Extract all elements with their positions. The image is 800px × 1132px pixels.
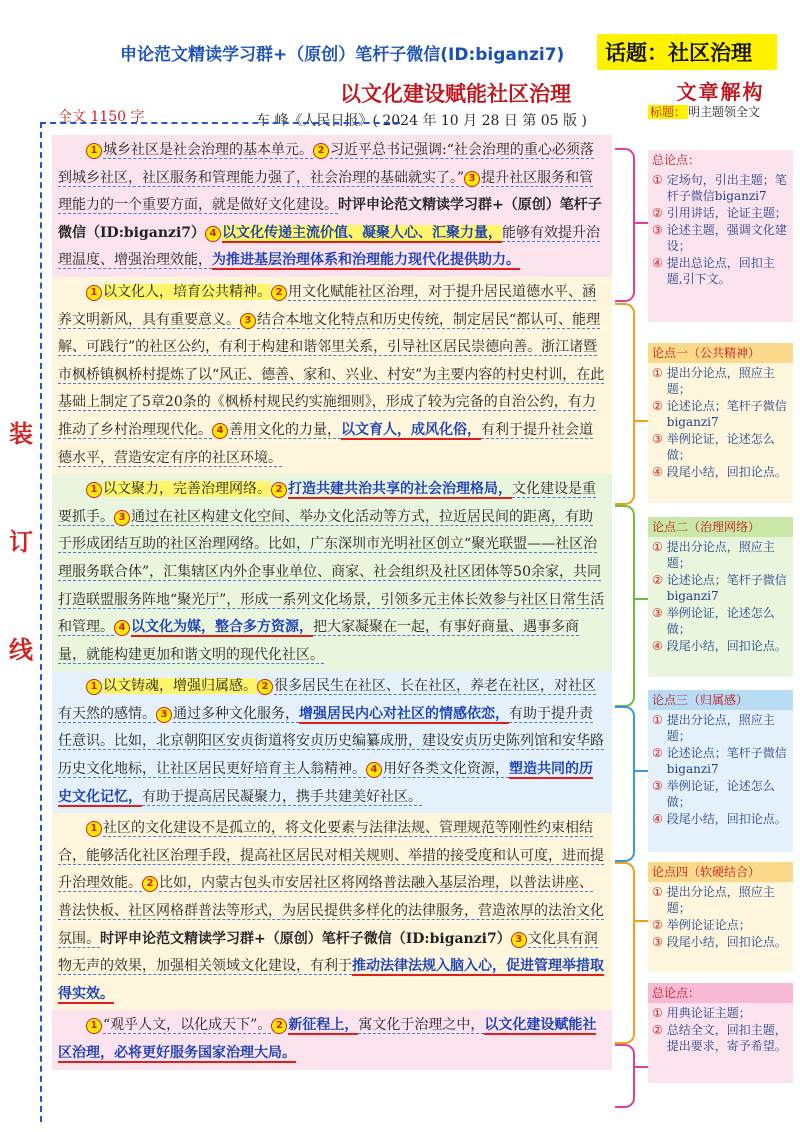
paragraph-conclusion (52, 1010, 612, 1069)
connector-point-2 (633, 598, 648, 600)
sentence: 有利于提升社会道德水平，营造安定有序的社区环境。 (58, 421, 593, 466)
ad-text: 时评申论范文精读学习群+（原创）笔杆子微信（ID:biganzi7） (58, 197, 602, 241)
analysis-item (652, 172, 789, 204)
num-badge: 1 (86, 1018, 102, 1034)
binding-char: 订 (9, 528, 33, 556)
point-title: 以文聚力，完善治理网络。 (103, 481, 271, 498)
item-text: 提出总论点，回扣主题,引下文。 (666, 256, 775, 286)
paragraph-point-4 (52, 813, 612, 1010)
binding-char: 线 (9, 636, 33, 664)
highlight: 增强居民内心对社区的情感依恋， (299, 705, 509, 722)
item-text: 论述论点；笔杆子微信 biganzi7 (666, 746, 787, 776)
paragraph-point-2 (52, 474, 612, 671)
sentence: 城乡社区是社会治理的基本单元。 (103, 142, 313, 158)
sentence: 习近平总书记强调:“社会治理的重心必须落到城乡社区，社区服务和管理能力强了，社会治理的基础就实了。” (58, 142, 594, 186)
bracket-point-4 (615, 862, 635, 1044)
item-number: ④ (652, 465, 663, 479)
sentence: 社区的文化建设不是孤立的，将文化要素与法律法规、管理规范等刚性约束相结合，能够活化社区治理手段，提高社区居民对相关规则、举措的接受度和认可度，进而提升治理效能。 (58, 820, 604, 892)
box-heading: 论点二（治理网络） (648, 517, 793, 537)
structure-sidebar (648, 80, 793, 120)
num-badge: 2 (271, 285, 287, 301)
item-text: 举例论证，论述怎么做； (666, 432, 775, 462)
analysis-item (652, 464, 789, 480)
item-text: 举例论证，论述怎么做； (666, 606, 775, 636)
sentence: 文化建设是重要抓手。 (58, 481, 596, 525)
analysis-item (652, 539, 789, 571)
num-badge: 4 (205, 226, 221, 242)
num-badge: 3 (156, 707, 172, 723)
sentence: 很多居民生在社区、长在社区，养老在社区，对社区有天然的感情。 (58, 678, 596, 722)
connector-point-1 (633, 420, 648, 422)
num-badge: 1 (86, 285, 102, 301)
bracket-intro (615, 148, 635, 302)
sentence: “观乎人文，以化成天下”。 (103, 1017, 272, 1034)
analysis-box-point-2 (648, 517, 793, 677)
highlight: 以文育人，成风化俗， (341, 421, 481, 438)
sentence: 用好各类文化资源， (383, 761, 509, 778)
paragraph-point-3 (52, 671, 612, 813)
num-badge: 1 (86, 482, 102, 498)
item-text: 段尾小结，回扣论点。 (666, 465, 787, 479)
analysis-item (652, 712, 789, 744)
item-text: 提出分论点，照应主题； (666, 885, 775, 915)
item-text: 举例论证论点； (666, 918, 751, 932)
analysis-item (652, 1005, 789, 1021)
item-number: ② (652, 399, 663, 413)
num-badge: 1 (86, 679, 102, 695)
connector-point-3 (633, 770, 648, 772)
byline: 车 峰《人民日报》( 2024 年 10 月 28 日 第 05 版 ) (256, 113, 587, 129)
sentence: 能够有效提升治理温度、增强治理效能， (58, 224, 601, 269)
connector-point-4 (633, 920, 648, 922)
item-number: ② (652, 918, 663, 932)
highlight: 推动法律法规入脑入心，促进管理举措取得实效。 (58, 958, 604, 1002)
item-number: ③ (652, 606, 663, 620)
sentence: 提升社区服务和管理能力的一个重要方面，就是做好文化建设。 (58, 169, 594, 214)
binding-label (6, 380, 36, 704)
highlight: 塑造共同的历史文化记忆， (58, 761, 593, 805)
article-body (52, 135, 612, 1070)
item-number: ① (652, 885, 663, 899)
num-badge: 3 (464, 171, 480, 187)
item-number: ④ (652, 812, 663, 826)
highlight: 打造共建共治共享的社会治理格局， (288, 481, 512, 498)
box-heading: 论点三（归属感） (648, 690, 793, 710)
analysis-box-intro (648, 150, 793, 322)
box-heading: 总论点： (648, 150, 793, 170)
num-badge: 1 (86, 143, 102, 159)
num-badge: 2 (313, 143, 329, 159)
num-badge: 2 (142, 876, 158, 892)
sentence: 寓文化于治理之中， (358, 1017, 485, 1034)
box-heading: 总论点： (648, 983, 793, 1003)
num-badge: 3 (511, 932, 527, 948)
group-header: 申论范文精读学习群+（原创）笔杆子微信(ID:biganzi7) (120, 45, 565, 65)
item-number: ④ (652, 639, 663, 653)
connector-intro (633, 222, 648, 224)
item-text: 定场句，引出主题；笔杆子微信biganzi7 (666, 173, 787, 203)
title-tag: 标题： (650, 105, 687, 119)
analysis-item (652, 431, 789, 463)
analysis-item (652, 745, 789, 777)
item-number: ④ (652, 256, 663, 270)
analysis-item (652, 884, 789, 916)
num-badge: 3 (114, 510, 130, 526)
num-badge: 3 (240, 313, 256, 329)
sentence: 有助于提升责任意识。比如，北京朝阳区安贞街道将安贞历史编纂成册，建设安贞历史陈列馆和安华路历史文化地标，让社区居民更好培育主人翁精神。 (58, 705, 604, 778)
connector-conclusion (633, 1066, 648, 1068)
item-text: 总结全文，回扣主题，提出要求，寄予希望。 (666, 1023, 787, 1053)
sidebar-title: 文章解构 (676, 80, 765, 104)
analysis-item (652, 638, 789, 654)
item-number: ③ (652, 223, 663, 237)
item-number: ① (652, 540, 663, 554)
sentence: 比如，内蒙古包头市安居社区将网络普法融入基层治理，以普法讲座、普法快板、社区网格群普法等形式，为居民提供多样化的法律服务，营造浓厚的法治文化氛围。 (58, 875, 604, 947)
sentence: 结合本地文化特点和历史传统，制定居民“都认可、能理解、可践行”的社区公约，有利于构建和谐邻里关系，引导社区居民崇德向善。浙江诸暨市枫桥镇枫桥村提炼了以“风正、德善、家和、兴业、村安”为主要内容的村史村训，在此基础上制定了5章20条的《枫桥村规民约实施细则》，形成了较为完备的自治公约，有力推动了乡村治理现代化。 (58, 311, 605, 438)
ad-text: 时评申论范文精读学习群+（原创）笔杆子微信（ID:biganzi7） (100, 930, 511, 947)
item-text: 论述论点；笔杆子微信 biganzi7 (666, 573, 787, 603)
item-number: ③ (652, 432, 663, 446)
article-title: 以文化建设赋能社区治理 (340, 82, 571, 106)
sentence: 通过在社区构建文化空间、举办文化活动等方式，拉近居民间的距离，有助于形成团结互助的社区治理网络。比如，广东深圳市光明社区创立“聚光联盟——社区治理服务联合体”，汇集辖区内外企事业单位、商家、社会组织及社区团体等50余家，共同打造联盟服务阵地“聚光厅”，形成一系列文化场景，引领多元主体长效参与社区日常生活和管理。 (58, 508, 605, 636)
analysis-box-point-1 (648, 343, 793, 503)
bracket-point-2 (615, 505, 635, 707)
bracket-conclusion (615, 1044, 635, 1108)
num-badge: 2 (271, 1018, 287, 1034)
box-heading: 论点一（公共精神） (648, 343, 793, 363)
binding-dash-line (40, 122, 42, 1122)
analysis-item (652, 398, 789, 430)
paragraph-intro (52, 135, 612, 277)
top-dash-line (40, 122, 400, 124)
analysis-item (652, 917, 789, 933)
item-text: 段尾小结，回扣论点。 (666, 935, 787, 949)
analysis-item (652, 365, 789, 397)
thesis-highlight: 为推进基层治理体系和治理能力现代化提供助力。 (212, 252, 520, 269)
bracket-point-1 (615, 303, 635, 505)
highlight: 以文化为媒，整合多方资源， (131, 619, 313, 636)
num-badge: 4 (366, 762, 382, 778)
sentence: 通过多种文化服务， (173, 705, 299, 722)
item-number: ① (652, 366, 663, 380)
point-title: 以文化人，培育公共精神。 (103, 283, 271, 300)
highlight: 新征程上， (288, 1017, 359, 1034)
item-text: 段尾小结，回扣论点。 (666, 812, 787, 826)
sentence: 文化具有润物无声的效果，加强相关领域文化建设，有利于 (58, 930, 598, 975)
analysis-item (652, 934, 789, 950)
item-text: 举例论证，论述怎么做； (666, 779, 775, 809)
item-text: 段尾小结，回扣论点。 (666, 639, 787, 653)
item-text: 论述主题，强调文化建设； (666, 223, 787, 253)
analysis-item (652, 778, 789, 810)
num-badge: 4 (212, 423, 228, 439)
bracket-point-3 (615, 706, 635, 862)
item-number: ③ (652, 935, 663, 949)
topic-label: 话题：社区治理 (597, 34, 777, 70)
item-number: ① (652, 1006, 663, 1020)
analysis-item (652, 605, 789, 637)
point-title: 以文铸魂，增强归属感。 (103, 678, 257, 695)
analysis-item (652, 811, 789, 827)
item-text: 引用讲话，论证主题； (666, 206, 787, 220)
item-text: 提出分论点，照应主题； (666, 713, 775, 743)
num-badge: 2 (271, 482, 287, 498)
num-badge: 1 (86, 821, 102, 837)
item-text: 论述论点；笔杆子微信 biganzi7 (666, 399, 787, 429)
analysis-item (652, 572, 789, 604)
thesis-highlight: 以文化传递主流价值、凝聚人心、汇聚力量， (222, 224, 503, 241)
sentence: 善用文化的力量， (229, 421, 341, 438)
word-count: 全文 1150 字 (58, 109, 145, 125)
item-number: ① (652, 713, 663, 727)
binding-char: 装 (9, 420, 33, 448)
analysis-item (652, 222, 789, 254)
sentence: 有助于提高居民凝聚力，携手共建美好社区。 (142, 788, 422, 805)
item-text: 提出分论点，照应主题； (666, 540, 775, 570)
item-number: ② (652, 1023, 663, 1037)
sentence: 把大家凝聚在一起，有事好商量、遇事多商量，就能构建更加和谐文明的现代化社区。 (58, 619, 579, 663)
sentence: 用文化赋能社区治理，对于提升居民道德水平、涵养文明新风，具有重要意义。 (58, 283, 596, 328)
title-note: 明主题领全文 (688, 105, 761, 119)
sidebar-subtitle (648, 104, 793, 120)
item-number: ② (652, 573, 663, 587)
item-number: ② (652, 206, 663, 220)
num-badge: 4 (114, 620, 130, 636)
num-badge: 2 (257, 679, 273, 695)
analysis-item (652, 1022, 789, 1054)
analysis-item (652, 255, 789, 287)
paragraph-point-1 (52, 277, 612, 474)
analysis-box-point-4 (648, 862, 793, 972)
box-heading: 论点四（软硬结合） (648, 862, 793, 882)
item-text: 提出分论点，照应主题； (666, 366, 775, 396)
item-text: 用典论证主题； (666, 1006, 751, 1020)
item-number: ② (652, 746, 663, 760)
analysis-box-point-3 (648, 690, 793, 852)
analysis-box-conclusion (648, 983, 793, 1083)
highlight: 以文化建设赋能社区治理，必将更好服务国家治理大局。 (58, 1017, 597, 1061)
analysis-item (652, 205, 789, 221)
item-number: ③ (652, 779, 663, 793)
item-number: ① (652, 173, 663, 187)
